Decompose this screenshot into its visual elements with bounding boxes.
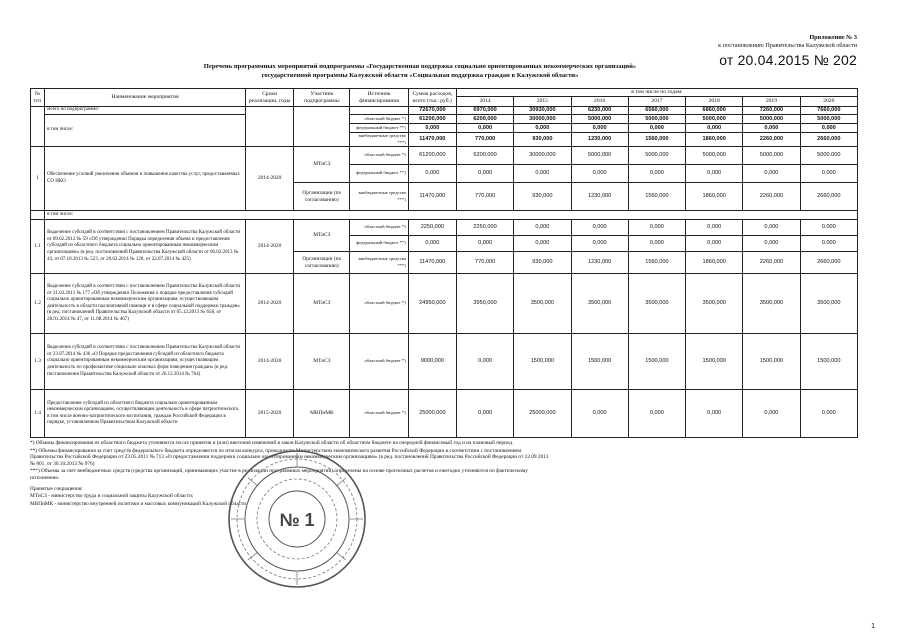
item-name-cell: Выделение субсидий в соответствии с постановлением Правительства Калужской области от 23.07.2014 № 436 «О Порядке предоставления субсидий из областного бюджета социально ориентированным некоммерческим организациям, осуществляющим деятельность по профилактике социально опасных форм поведения граждан» (в ред. постановления Правительства Калужской области от 20.12.2014 № 764) <box>45 334 246 390</box>
abbreviations-title: Принятые сокращения: <box>30 485 83 492</box>
year-value-cell: 2660,000 <box>800 183 857 211</box>
year-value-cell: 0,000 <box>514 236 571 252</box>
summary-source-cell <box>350 107 408 115</box>
year-value-cell: 5000,000 <box>571 147 628 165</box>
year-value-cell: 5000,000 <box>800 115 857 124</box>
year-header: 2016 <box>571 97 628 107</box>
summary-no-cell <box>31 107 45 147</box>
year-value-cell: 25000,000 <box>514 390 571 438</box>
sum-total-cell: 61200,000 <box>408 115 456 124</box>
year-value-cell: 0,000 <box>743 124 800 133</box>
year-value-cell: 930,000 <box>514 133 571 147</box>
year-value-cell: 0,000 <box>571 236 628 252</box>
year-value-cell: 1560,000 <box>628 252 685 274</box>
item-participant-cell: Организации (по согласованию) <box>294 252 350 274</box>
sum-total-cell: 61200,000 <box>408 147 456 165</box>
year-value-cell: 3500,000 <box>800 274 857 334</box>
page-number: 1 <box>871 623 875 630</box>
item-participant-cell: Организации (по согласованию) <box>294 183 350 211</box>
year-header: 2014 <box>456 97 513 107</box>
year-value-cell: 6970,000 <box>456 107 513 115</box>
header-no: № п/п <box>31 89 45 107</box>
year-value-cell: 1560,000 <box>628 133 685 147</box>
year-value-cell: 2660,000 <box>800 133 857 147</box>
year-value-cell: 770,000 <box>456 133 513 147</box>
year-value-cell: 30000,000 <box>514 147 571 165</box>
year-value-cell: 0,000 <box>686 165 743 183</box>
table-row <box>31 334 858 390</box>
year-value-cell: 3500,000 <box>743 274 800 334</box>
item-number-cell: 1 <box>31 147 45 211</box>
year-value-cell: 0,000 <box>686 220 743 236</box>
year-value-cell: 0,000 <box>800 236 857 252</box>
source-cell: внебюджетные средства ***) <box>350 133 408 147</box>
item-participant-cell: МТиСЗ <box>294 274 350 334</box>
year-value-cell: 0,000 <box>686 124 743 133</box>
header-term: Сроки реализации, годы <box>246 89 294 107</box>
year-value-cell: 0,000 <box>686 236 743 252</box>
year-value-cell: 30000,000 <box>514 115 571 124</box>
year-header: 2020 <box>800 97 857 107</box>
year-value-cell: 6200,000 <box>456 115 513 124</box>
year-value-cell: 3500,000 <box>571 274 628 334</box>
program-table <box>30 88 858 438</box>
year-header: 2017 <box>628 97 685 107</box>
year-value-cell: 0,000 <box>456 124 513 133</box>
year-value-cell: 0,000 <box>456 236 513 252</box>
year-value-cell: 1500,000 <box>686 334 743 390</box>
sum-total-cell: 2250,000 <box>408 220 456 236</box>
appendix-header <box>718 34 857 50</box>
year-value-cell: 0,000 <box>743 220 800 236</box>
header-name: Наименование мероприятия <box>45 89 246 107</box>
year-value-cell: 6200,000 <box>456 147 513 165</box>
year-value-cell: 1230,000 <box>571 252 628 274</box>
year-header: 2019 <box>743 97 800 107</box>
official-seal-stamp <box>226 448 368 590</box>
source-cell: федеральный бюджет **) <box>350 236 408 252</box>
item-number-cell: 1.1 <box>31 220 45 274</box>
year-value-cell: 6230,000 <box>571 107 628 115</box>
year-value-cell: 5000,000 <box>743 115 800 124</box>
year-value-cell: 1860,000 <box>686 252 743 274</box>
source-cell: областной бюджет *) <box>350 147 408 165</box>
item-number-cell: 1.3 <box>31 334 45 390</box>
year-header: 2015 <box>514 97 571 107</box>
year-value-cell: 3500,000 <box>514 274 571 334</box>
year-value-cell: 3500,000 <box>686 274 743 334</box>
summary-participant-cell <box>294 107 350 147</box>
summary-including-label: в том числе: <box>45 115 246 147</box>
source-cell: внебюджетные средства ***) <box>350 183 408 211</box>
table-row <box>31 107 858 115</box>
year-value-cell: 1500,000 <box>514 334 571 390</box>
year-value-cell: 0,000 <box>514 220 571 236</box>
year-value-cell: 6860,000 <box>686 107 743 115</box>
stamp-number: № 1 <box>279 510 315 530</box>
year-value-cell: 0,000 <box>514 165 571 183</box>
summary-total-label: Всего по подпрограмме: <box>45 107 246 115</box>
item-number-cell: 1.2 <box>31 274 45 334</box>
source-cell: федеральный бюджет **) <box>350 124 408 133</box>
item-term-cell: 2014-2020 <box>246 147 294 211</box>
year-value-cell: 7260,000 <box>743 107 800 115</box>
sum-total-cell: 11470,000 <box>408 252 456 274</box>
year-value-cell: 1500,000 <box>800 334 857 390</box>
year-value-cell: 5000,000 <box>743 147 800 165</box>
table-row <box>31 147 858 165</box>
year-value-cell: 0,000 <box>628 236 685 252</box>
abbreviation-2: МВПиМК - министерство внутренней политики и массовых коммуникаций Калужской области. <box>30 500 248 507</box>
item-term-cell: 2014-2020 <box>246 220 294 274</box>
summary-term-cell <box>246 107 294 147</box>
including-label: в том числе: <box>45 211 858 220</box>
year-value-cell: 5000,000 <box>571 115 628 124</box>
header-participant: Участник подпрограммы <box>294 89 350 107</box>
year-value-cell: 0,000 <box>800 220 857 236</box>
year-value-cell: 0,000 <box>800 390 857 438</box>
source-cell: федеральный бюджет **) <box>350 165 408 183</box>
year-value-cell: 0,000 <box>628 165 685 183</box>
year-value-cell: 2260,000 <box>743 252 800 274</box>
year-value-cell: 7660,000 <box>800 107 857 115</box>
document-title <box>140 62 700 80</box>
table-row <box>31 390 858 438</box>
abbreviation-1: МТиСЗ - министерство труда и социальной защиты Калужской области; <box>30 493 194 500</box>
empty-cell <box>31 211 45 220</box>
item-participant-cell: МТиСЗ <box>294 334 350 390</box>
year-value-cell: 930,000 <box>514 252 571 274</box>
source-cell: областной бюджет *) <box>350 115 408 124</box>
table-row <box>31 274 858 334</box>
item-participant-cell: МТиСЗ <box>294 147 350 183</box>
item-name-cell: Выделение субсидий в соответствии с постановлением Правительства Калужской области от 31.03.2011 № 177 «Об утверждении Положения о порядке предоставления субсидий социально ориентированным некоммерческим организациям, осуществляющим деятельность в области паллиативной помощи и в сфере социальной поддержки граждан» (в ред. постановлений Правительства Калужской области от 05.12.2013 № 658, от 28.01.2014 № 47, от 11.08.2014 № 467) <box>45 274 246 334</box>
appendix-to: к постановлению Правительства Калужской области <box>718 42 857 49</box>
year-value-cell: 5000,000 <box>628 115 685 124</box>
year-value-cell: 30930,000 <box>514 107 571 115</box>
year-value-cell: 1230,000 <box>571 183 628 211</box>
year-value-cell: 3950,000 <box>456 274 513 334</box>
year-value-cell: 0,000 <box>571 124 628 133</box>
year-value-cell: 0,000 <box>456 334 513 390</box>
source-cell: областной бюджет *) <box>350 274 408 334</box>
source-cell: областной бюджет *) <box>350 334 408 390</box>
sum-total-cell: 24950,000 <box>408 274 456 334</box>
year-value-cell: 0,000 <box>686 390 743 438</box>
appendix-label: Приложение № 3 <box>809 34 857 41</box>
item-term-cell: 2014-2020 <box>246 274 294 334</box>
year-value-cell: 0,000 <box>571 165 628 183</box>
year-value-cell: 3500,000 <box>628 274 685 334</box>
year-value-cell: 0,000 <box>571 390 628 438</box>
source-cell: областной бюджет *) <box>350 390 408 438</box>
year-value-cell: 2250,000 <box>456 220 513 236</box>
item-name-cell: Предоставление субсидий из областного бюджета социально ориентированным некоммерческим организациям, осуществляющим деятельность в сфере патриотического, в том числе военно-патриотического воспитания, граждан Российской Федерации в порядке, установленном Правительством Калужской области <box>45 390 246 438</box>
year-value-cell: 0,000 <box>743 390 800 438</box>
year-value-cell: 0,000 <box>628 220 685 236</box>
year-value-cell: 770,000 <box>456 252 513 274</box>
table-row <box>31 220 858 236</box>
source-cell: областной бюджет *) <box>350 220 408 236</box>
header-source: Источник финансирования <box>350 89 408 107</box>
year-value-cell: 0,000 <box>743 165 800 183</box>
footnote-3: ***) Объемы за счет внебюджетных средств (средства организаций, принимающих участие в реализации программных мероприятий) определены на основе прогнозных расчетов и ежегодно уточняются по фактическому исполнению. <box>30 468 528 481</box>
year-value-cell: 1860,000 <box>686 133 743 147</box>
year-value-cell: 0,000 <box>743 236 800 252</box>
item-number-cell: 1.4 <box>31 390 45 438</box>
item-term-cell: 2015-2020 <box>246 390 294 438</box>
item-participant-cell: МТиСЗ <box>294 220 350 252</box>
sum-total-cell: 11470,000 <box>408 183 456 211</box>
title-line-1: Перечень программных мероприятий подпрограммы «Государственная поддержка социально ориентированных некоммерческих организаций» <box>203 63 637 70</box>
item-term-cell: 2014-2020 <box>246 334 294 390</box>
year-value-cell: 1560,000 <box>628 183 685 211</box>
header-sum: Сумма расходов, всего (тыс. руб.) <box>408 89 456 107</box>
year-value-cell: 2660,000 <box>800 252 857 274</box>
year-value-cell: 1500,000 <box>571 334 628 390</box>
year-value-cell: 1230,000 <box>571 133 628 147</box>
year-value-cell: 1500,000 <box>743 334 800 390</box>
title-line-2: государственной программы Калужской области «Социальная поддержка граждан в Калужской области» <box>261 72 579 79</box>
year-value-cell: 0,000 <box>456 165 513 183</box>
item-name-cell: Обеспечение условий увеличения объемов и повышение качества услуг, предоставляемых СО НКО <box>45 147 246 211</box>
year-value-cell: 1500,000 <box>628 334 685 390</box>
table-row <box>31 115 858 124</box>
sum-total-cell: 25000,000 <box>408 390 456 438</box>
sum-total-cell: 72670,000 <box>408 107 456 115</box>
year-value-cell: 2260,000 <box>743 183 800 211</box>
year-value-cell: 5000,000 <box>686 147 743 165</box>
item-participant-cell: МВПиМК <box>294 390 350 438</box>
year-value-cell: 0,000 <box>800 124 857 133</box>
source-cell: внебюджетные средства ***) <box>350 252 408 274</box>
year-value-cell: 5000,000 <box>800 147 857 165</box>
year-value-cell: 2260,000 <box>743 133 800 147</box>
year-value-cell: 5000,000 <box>628 147 685 165</box>
year-value-cell: 1860,000 <box>686 183 743 211</box>
sum-total-cell: 0,000 <box>408 236 456 252</box>
table-row <box>31 211 858 220</box>
year-value-cell: 5000,000 <box>686 115 743 124</box>
year-value-cell: 0,000 <box>800 165 857 183</box>
year-value-cell: 6560,000 <box>628 107 685 115</box>
sum-total-cell: 0,000 <box>408 165 456 183</box>
header-by-years: в том числе по годам: <box>456 89 857 97</box>
sum-total-cell: 0,000 <box>408 124 456 133</box>
sum-total-cell: 11470,000 <box>408 133 456 147</box>
year-value-cell: 0,000 <box>456 390 513 438</box>
footnote-2: **) Объемы финансирования за счет средств федерального бюджета определяются по итогам конкурса, проводимого Министерством экономического развития Российской Федерации в соответствии с постановлением Правительства Российской Федерации от 23.05.2011 № 713 «О предоставлении поддержки социально ориентированным некоммерческим организациям» (в ред. постановлений Правительства Российской Федерации от 12.09.2013 № 801, от 30.10.2013 № 976) <box>30 447 549 467</box>
item-name-cell: Выделение субсидий в соответствии с постановлением Правительства Калужской области от 09.02.2012 № 59 «Об утверждении Порядка определения объема и предоставления субсидий из областного бюджета социально ориентированным некоммерческим организациям» (в ред. постановлений Правительства Калужской области от 06.02.2013 № 43, от 07.10.2013 № 523, от 20.02.2014 № 120, от 22.07.2014 № 425) <box>45 220 246 274</box>
year-value-cell: 0,000 <box>628 124 685 133</box>
sum-total-cell: 9000,000 <box>408 334 456 390</box>
year-value-cell: 0,000 <box>514 124 571 133</box>
year-value-cell: 0,000 <box>628 390 685 438</box>
footnote-1: *) Объемы финансирования из областного бюджета уточняются после принятия и (или) внесения изменений в закон Калужской области об областном бюджете на очередной финансовый год и на плановый период. <box>30 440 514 446</box>
year-value-cell: 0,000 <box>571 220 628 236</box>
resolution-date: от 20.04.2015 № 202 <box>719 52 857 68</box>
year-value-cell: 930,000 <box>514 183 571 211</box>
year-header: 2018 <box>686 97 743 107</box>
year-value-cell: 770,000 <box>456 183 513 211</box>
